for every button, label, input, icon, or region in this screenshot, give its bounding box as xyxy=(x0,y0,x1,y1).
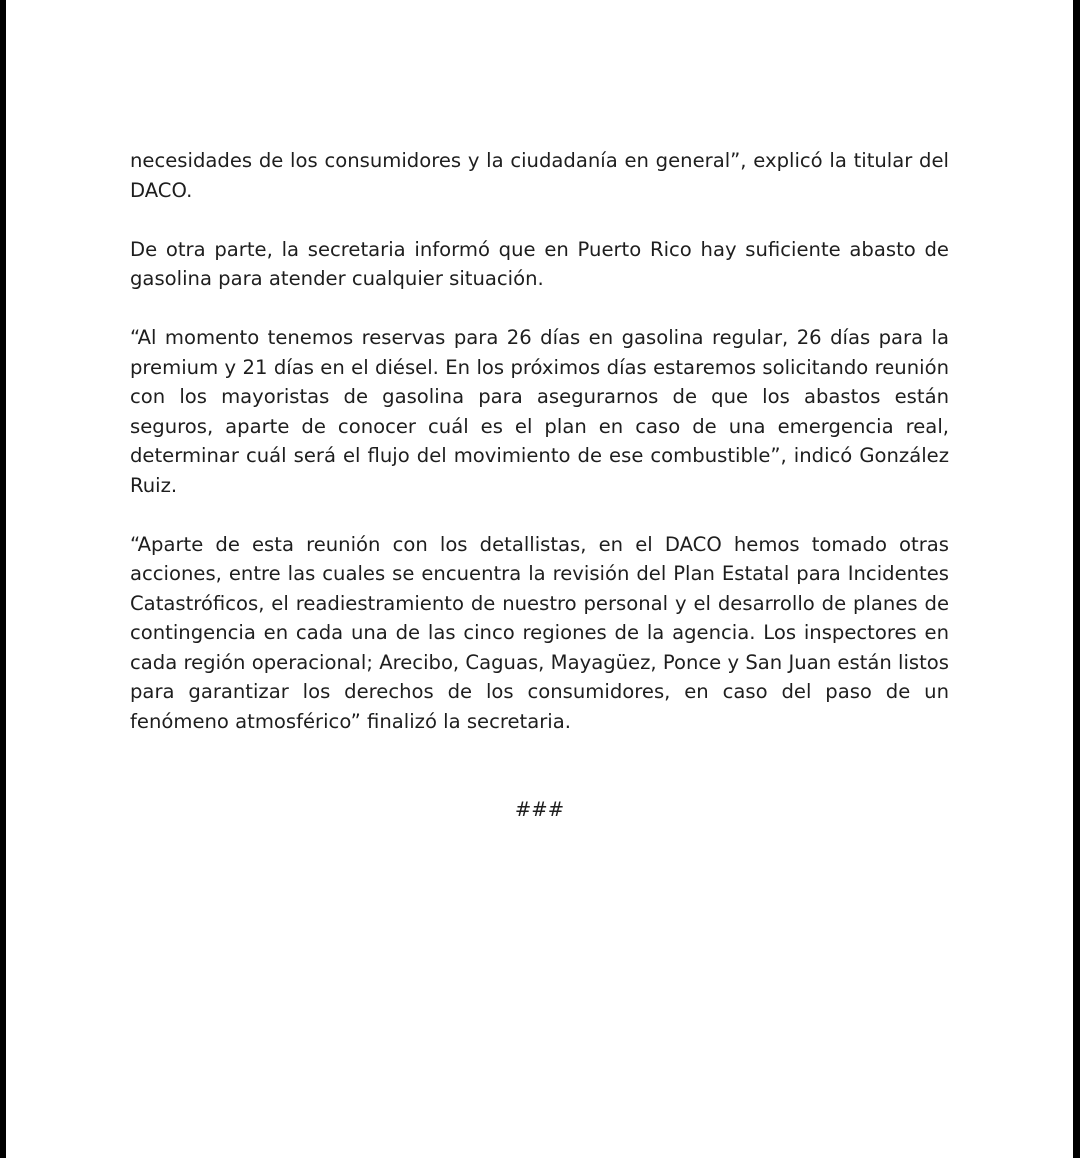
end-of-release-mark: ### xyxy=(514,798,565,821)
paragraph-gasoline-supply: De otra parte, la secretaria informó que en Puerto Rico hay suficiente abasto de gasolina para atender cualquier situación. xyxy=(130,237,949,290)
document-body xyxy=(130,146,949,766)
paragraph-daco-actions-quote: “Aparte de esta reunión con los detallistas, en el DACO hemos tomado otras acciones, entre las cuales se encuentra la revisión del Plan Estatal para Incidentes Catastróficos, el readiestramiento de nuestro personal y el desarrollo de planes de contingencia en cada una de las cinco regiones de la agencia. Los inspectores en cada región operacional; Arecibo, Caguas, Mayagüez, Ponce y San Juan están listos para garantizar los derechos de los consumidores, en caso del paso de un fenómeno atmosférico” finalizó la secretaria. xyxy=(130,532,949,733)
paragraph-closing-quote: necesidades de los consumidores y la ciudadanía en general”, explicó la titular del DACO. xyxy=(130,149,949,202)
paragraph-reserves-quote: “Al momento tenemos reservas para 26 días en gasolina regular, 26 días para la premium y 21 días en el diésel. En los próximos días estaremos solicitando reunión con los mayoristas de gasolina para asegurarnos de que los abastos están seguros, aparte de conocer cuál es el plan en caso de una emergencia real, determinar cuál será el flujo del movimiento de ese combustible”, indicó González Ruiz. xyxy=(130,326,949,497)
document-page xyxy=(6,0,1073,1158)
